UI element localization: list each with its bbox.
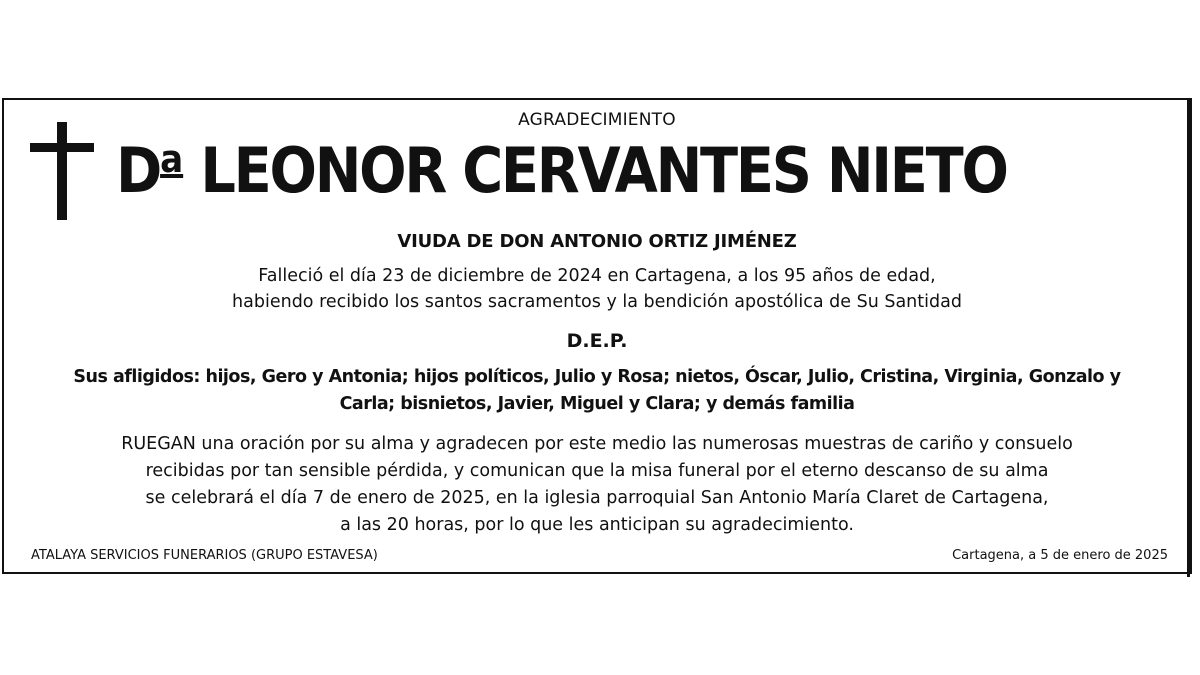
mourners-list bbox=[44, 364, 1150, 418]
deceased-name bbox=[116, 134, 1016, 207]
funeral-home-name: ATALAYA SERVICIOS FUNERARIOS (GRUPO ESTAVESA) bbox=[31, 548, 378, 563]
prayer-line: RUEGAN una oración por su alma y agradecen por este medio las numerosas muestras de cariño y consuelo bbox=[121, 434, 1073, 454]
widow-of-line: VIUDA DE DON ANTONIO ORTIZ JIMÉNEZ bbox=[397, 231, 797, 252]
dep-line: D.E.P. bbox=[566, 330, 628, 352]
prayer-line: recibidas por tan sensible pérdida, y comunican que la misa funeral por el eterno descanso de su alma bbox=[145, 461, 1049, 481]
death-details bbox=[4, 263, 1190, 315]
name-prefix: D bbox=[116, 134, 161, 207]
mourners-line: Sus afligidos: hijos, Gero y Antonia; hijos políticos, Julio y Rosa; nietos, Óscar, Julio, Cristina, Virginia, Gonzalo y bbox=[73, 367, 1121, 387]
right-edge-rule bbox=[1187, 98, 1190, 577]
latin-cross-icon bbox=[30, 122, 94, 220]
name-prefix-superscript: a bbox=[160, 137, 184, 181]
place-date: Cartagena, a 5 de enero de 2025 bbox=[952, 548, 1168, 563]
obituary-notice bbox=[2, 98, 1192, 574]
prayer-paragraph bbox=[24, 431, 1170, 539]
notice-header: AGRADECIMIENTO bbox=[518, 110, 676, 130]
death-line: Falleció el día 23 de diciembre de 2024 en Cartagena, a los 95 años de edad, bbox=[258, 266, 936, 286]
prayer-line: se celebrará el día 7 de enero de 2025, en la iglesia parroquial San Antonio María Claret de Cartagena, bbox=[145, 488, 1049, 508]
prayer-line: a las 20 horas, por lo que les anticipan su agradecimiento. bbox=[340, 515, 854, 535]
mourners-line: Carla; bisnietos, Javier, Miguel y Clara; y demás familia bbox=[339, 394, 855, 414]
death-line: habiendo recibido los santos sacramentos y la bendición apostólica de Su Santidad bbox=[232, 292, 962, 312]
name-text: LEONOR CERVANTES NIETO bbox=[200, 134, 1007, 207]
